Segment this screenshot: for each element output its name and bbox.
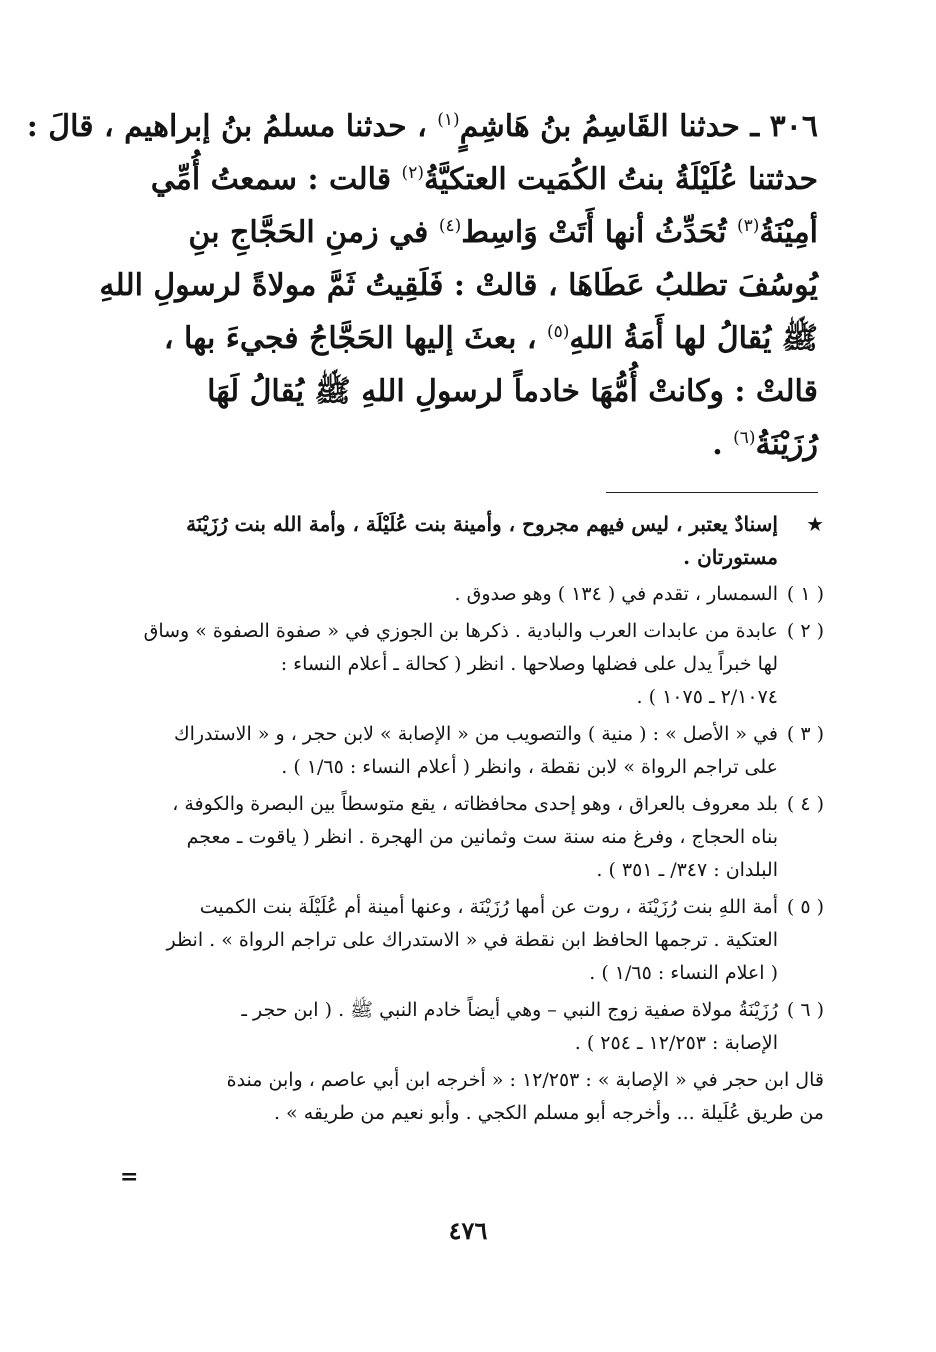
footnote-isnad-grade — [118, 508, 824, 574]
hadith-line-6: قالتْ : وكانتْ أُمُّهَا خادماً لرسولِ اللهِ ﷺ يُقالُ لَهَا — [207, 374, 818, 409]
footnote-2 — [118, 615, 824, 714]
footnote-line: ( اعلام النساء : ١/٦٥ ) . — [589, 962, 778, 984]
star-marker: ★ — [806, 512, 824, 536]
continuation-mark: = — [120, 1164, 139, 1190]
hadith-line-2: حدثتنا عُلَيْلَةُ بنتُ الكُمَيت العتكيَّةُ$^{(٢)}$ قالت : سمعتُ أُمِّي — [150, 162, 818, 197]
footnote-line: الإصابة : ١٢/٢٥٣ ـ ٢٥٤ ) . — [574, 1032, 778, 1054]
footnote-line: لها خبراً يدل على فضلها وصلاحها . انظر ( كحالة ـ أعلام النساء : — [280, 653, 778, 675]
footnote-line: بلد معروف بالعراق ، وهو إحدى محافظاته ، يقع متوسطاً بين البصرة والكوفة ، — [172, 793, 778, 815]
footnotes — [118, 508, 824, 1134]
page-number: ٤٧٦ — [448, 1216, 488, 1245]
footnote-separator — [606, 492, 818, 493]
footnote-number: ( ١ ) — [786, 583, 824, 605]
hadith-line-1: ٣٠٦ ـ حدثنا القَاسِمُ بنُ هَاشِمٍ$^{(١)}$ ، حدثنا مسلمُ بنُ إبراهيم ، قالَ : — [26, 109, 818, 144]
footnote-line: البلدان : ٣٤٧/ ـ ٣٥١ ) . — [596, 859, 778, 881]
footnote-line: رُزَيْنَةُ مولاة صفية زوج النبي – وهي أيضاً خادم النبي ﷺ . ( ابن حجر ـ — [241, 999, 778, 1021]
footnote-mark-1: (١) — [437, 110, 460, 130]
footnote-number: ( ٤ ) — [786, 793, 824, 815]
footnote-line: مستورتان . — [683, 545, 778, 569]
footnote-line: بناه الحجاج ، وفرغ منه سنة ست وثمانين من الهجرة . انظر ( ياقوت ـ معجم — [186, 826, 778, 848]
footnote-mark-2: (٢) — [401, 163, 424, 183]
footnote-number: ( ٥ ) — [786, 896, 824, 918]
footnote-3 — [118, 718, 824, 784]
footnote-5 — [118, 891, 824, 990]
hadith-text — [26, 100, 818, 471]
footnote-1 — [118, 578, 824, 611]
footnote-line: على تراجم الرواة » لابن نقطة ، وانظر ( أعلام النساء : ١/٦٥ ) . — [281, 756, 778, 778]
footnote-6-continuation — [118, 1064, 824, 1130]
footnote-mark-4: (٤) — [438, 216, 462, 236]
footnote-line: السمسار ، تقدم في ( ١٣٤ ) وهو صدوق . — [454, 583, 778, 605]
footnote-number: ( ٣ ) — [786, 723, 824, 745]
footnote-4 — [118, 788, 824, 887]
hadith-line-3: أمِيْنَةُ$^{(٣)}$ تُحَدِّثُ أنها أَتَتْ وَاسِط$^{(٤)}$ في زمنِ الحَجَّاجِ بنِ — [188, 215, 818, 250]
footnote-mark-6: (٦) — [733, 428, 756, 448]
footnote-line: إسنادٌ يعتبر ، ليس فيهم مجروح ، وأمينة بنت عُلَيْلَة ، وأمة الله بنت رُزَيْنَة — [186, 512, 778, 536]
footnote-mark-3: (٣) — [736, 216, 760, 236]
footnote-line: قال ابن حجر في « الإصابة » : ١٢/٢٥٣ : « أخرجه ابن أبي عاصم ، وابن مندة — [226, 1069, 824, 1091]
footnote-line: عابدة من عابدات العرب والبادية . ذكرها بن الجوزي في « صفوة الصفوة » وساق — [143, 620, 778, 642]
footnote-line: من طريق عُلَيلة ... وأخرجه أبو مسلم الكجي . وأبو نعيم من طريقه » . — [273, 1102, 824, 1124]
footnote-number: ( ٢ ) — [786, 620, 824, 642]
footnote-line: في « الأصل » : ( منية ) والتصويب من « الإصابة » لابن حجر ، و « الاستدراك — [173, 723, 778, 745]
footnote-line: ٢/١٠٧٤ ـ ١٠٧٥ ) . — [636, 686, 778, 708]
footnote-6 — [118, 994, 824, 1060]
footnote-line: أمة اللهِ بنت رُزَيْنَة ، روت عن أمها رُزَيْنَة ، وعنها أمينة أم عُلَيْلَة بنت الكميت — [199, 896, 778, 918]
hadith-line-4: يُوسُفَ تطلبُ عَطَاهَا ، قالتْ : فَلَقِيتُ ثَمَّ مولاةً لرسولِ اللهِ — [99, 268, 818, 303]
footnote-number: ( ٦ ) — [786, 999, 824, 1021]
footnote-line: العتكية . ترجمها الحافظ ابن نقطة في « الاستدراك على تراجم الرواة » . انظر — [166, 929, 778, 951]
footnote-mark-5: (٥) — [547, 322, 570, 342]
hadith-line-5: ﷺ يُقالُ لها أَمَةُ اللهِ$^{(٥)}$ ، بعثَ إليها الحَجَّاجُ فجيءَ بها ، — [163, 321, 818, 356]
hadith-line-7: رُزَيْنَةُ$^{(٦)}$ . — [712, 427, 818, 462]
